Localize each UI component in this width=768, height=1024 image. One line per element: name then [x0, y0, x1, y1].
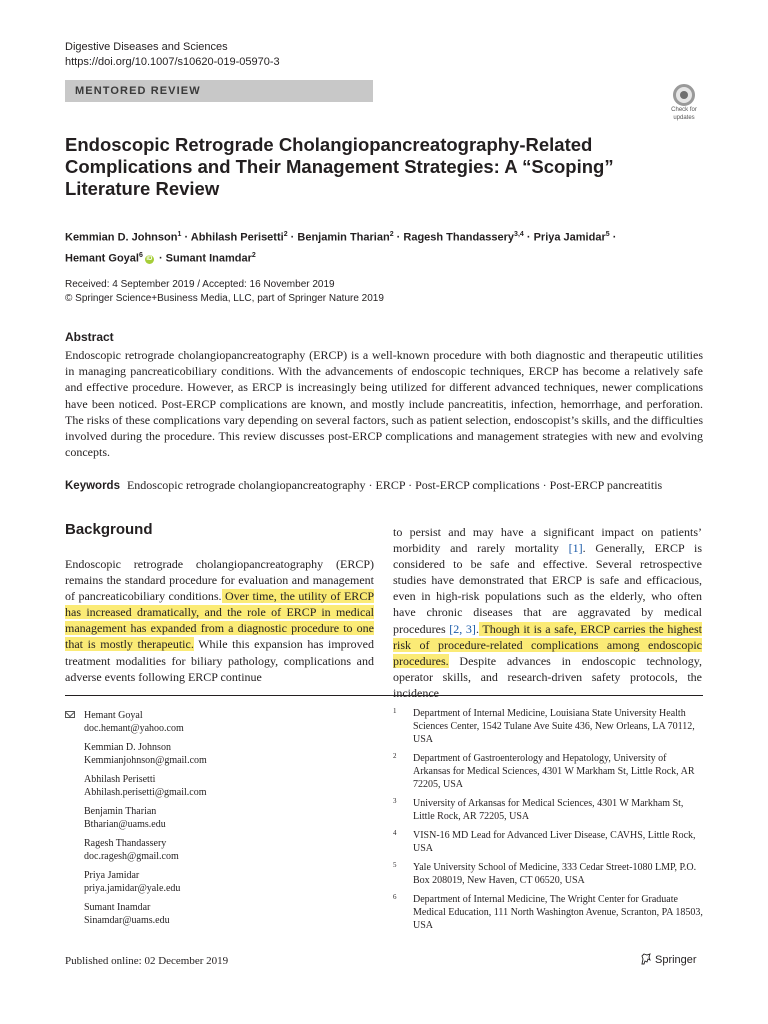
affiliation-text: Department of Internal Medicine, Louisiana State University Health Sciences Center, 1542 Tulane Ave Suite 436, New Orleans, LA 70112, USA	[413, 708, 695, 745]
copyright-line: © Springer Science+Business Media, LLC, part of Springer Nature 2019	[65, 293, 384, 304]
journal-name: Digestive Diseases and Sciences	[65, 41, 228, 53]
body-text: Endoscopic retrograde cholangiopancreatography (ERCP) remains the standard procedure for evaluation and management of pancreaticobiliary conditions.	[65, 557, 374, 604]
contact-entry	[65, 709, 365, 735]
affiliation-number: 4	[393, 829, 397, 837]
body-text: . Generally, ERCP is considered to be safe and effective. Several retrospective studies have demonstrated that ERCP is safe and efficacious, even in high-risk populations such as the elderly, who often have chronic diseases that are aggravated by medical procedures	[393, 541, 702, 636]
affiliation-item	[393, 861, 705, 887]
body-text: to persist and may have a significant impact on patients’ morbidity and rarely mortality	[393, 525, 702, 556]
author-affil-sup: 6	[138, 251, 143, 259]
background-heading: Background	[65, 521, 153, 538]
body-text: Despite advances in endoscopic technology, operator skills, and research-driven safety protocols, the incidence	[393, 653, 702, 700]
keywords-text: Endoscopic retrograde cholangiopancreatography · ERCP · Post-ERCP complications · Post-ERCP pancreatitis	[126, 478, 663, 492]
author-separator: ·	[158, 252, 163, 265]
author-affil-sup: 5	[605, 231, 610, 238]
springer-horse-icon	[640, 953, 652, 965]
paper-title: Endoscopic Retrograde Cholangiopancreatography-Related Complications and Their Management Strategies: A “Scoping” Literature Review	[65, 134, 614, 199]
highlighted-text[interactable]: Though it is a safe, ERCP carries the highest risk of procedure-related complications among endoscopic procedures.	[393, 621, 703, 668]
envelope-icon	[65, 711, 75, 718]
check-updates-line1: Check for	[671, 107, 697, 113]
contact-entry	[65, 773, 365, 799]
publisher-name: Springer	[655, 954, 697, 966]
corresponding-contacts	[65, 709, 365, 933]
citation-link[interactable]: [2, 3]	[449, 621, 476, 636]
affiliation-text: University of Arkansas for Medical Sciences, 4301 W Markham St, Little Rock, AR 72205, USA	[413, 798, 684, 822]
check-for-updates-button[interactable]	[664, 84, 704, 124]
doi-link[interactable]: https://doi.org/10.1007/s10620-019-05970-3	[65, 56, 280, 68]
highlighted-text[interactable]: Over time, the utility of ERCP has increased dramatically, and the role of ERCP in medical management has expanded from a diagnostic procedure to one that is mostly therapeutic.	[65, 589, 374, 652]
check-updates-icon	[673, 84, 695, 106]
affiliation-number: 2	[393, 752, 397, 760]
footnote-divider	[65, 695, 703, 696]
article-type-badge	[65, 80, 373, 102]
author-affil-sup: 1	[177, 231, 182, 238]
contact-name: Abhilash Perisetti	[84, 774, 156, 785]
background-column-2	[393, 524, 702, 701]
affiliation-number: 5	[393, 861, 397, 869]
article-dates	[65, 278, 384, 306]
contact-entry	[65, 869, 365, 895]
author-separator: ·	[526, 231, 531, 244]
affiliation-number: 3	[393, 797, 397, 805]
affiliation-text: Yale University School of Medicine, 333 Cedar Street-1080 LMP, P.O. Box 208019, New Haven, CT 06520, USA	[413, 862, 697, 886]
abstract-heading: Abstract	[65, 330, 114, 344]
author-name[interactable]: Kemmian D. Johnson	[65, 231, 178, 244]
keywords	[65, 477, 705, 494]
contact-entry	[65, 837, 365, 863]
author-name[interactable]: Sumant Inamdar	[165, 252, 252, 265]
abstract-text: Endoscopic retrograde cholangiopancreatography (ERCP) is a well-known procedure with both diagnostic and therapeutic utilities in managing pancreaticobiliary conditions. With the advancements of endoscopic techniques, ERCP has become a relatively safe and effective procedure. However, as ERCP is increasingly being utilized for different advanced techniques, newer complications have been noticed. Post-ERCP complications are known, and mostly include pancreatitis, infection, hemorrhage, and perforation. The risks of these complications vary depending on several factors, such as patient selection, endoscopist’s skills, and the difficulties involved during the procedure. This review discusses post-ERCP complications and management strategies with new and evolving concepts.	[65, 348, 703, 460]
author-affil-sup: 2	[283, 231, 288, 238]
contact-name: Sumant Inamdar	[84, 902, 151, 913]
orcid-icon[interactable]: iD	[146, 256, 153, 263]
contact-name: Ragesh Thandassery	[84, 838, 167, 849]
affiliation-text: Department of Internal Medicine, The Wright Center for Graduate Medical Education, 111 North Washington Avenue, Scranton, PA 18503, USA	[413, 894, 703, 931]
author-list	[65, 226, 705, 267]
author-name[interactable]: Ragesh Thandassery	[403, 231, 515, 244]
author-name[interactable]: Hemant Goyal	[65, 252, 139, 265]
contact-email[interactable]: doc.hemant@yahoo.com	[84, 723, 184, 734]
contact-email[interactable]: doc.ragesh@gmail.com	[84, 851, 179, 862]
affiliation-item	[393, 752, 705, 791]
author-name[interactable]: Abhilash Perisetti	[190, 231, 284, 244]
author-affil-sup: 3,4	[514, 231, 524, 238]
author-affil-sup: 2	[389, 231, 394, 238]
body-text: While this expansion has improved treatment modalities for biliary pathology, complications and adverse events following ERCP continue	[65, 637, 374, 684]
author-separator: ·	[612, 231, 617, 244]
contact-email[interactable]: Btharian@uams.edu	[84, 819, 166, 830]
affiliation-number: 1	[393, 707, 397, 715]
affiliation-number: 6	[393, 893, 397, 901]
contact-name: Hemant Goyal	[84, 710, 143, 721]
affiliation-item	[393, 893, 705, 932]
citation-link[interactable]: [1]	[568, 541, 583, 556]
contact-email[interactable]: Kemmianjohnson@gmail.com	[84, 755, 207, 766]
badge-label: MENTORED REVIEW	[75, 85, 201, 97]
contact-name: Kemmian D. Johnson	[84, 742, 171, 753]
background-column-1	[65, 556, 374, 685]
contact-entry	[65, 741, 365, 767]
author-name[interactable]: Benjamin Tharian	[297, 231, 390, 244]
published-online: Published online: 02 December 2019	[65, 955, 229, 967]
author-separator: ·	[184, 231, 189, 244]
author-separator: ·	[290, 231, 295, 244]
contact-name: Benjamin Tharian	[84, 806, 157, 817]
author-separator: ·	[396, 231, 401, 244]
author-affil-sup: 2	[251, 251, 256, 259]
contact-email[interactable]: priya.jamidar@yale.edu	[84, 883, 181, 894]
contact-name: Priya Jamidar	[84, 870, 140, 881]
publisher-logo	[640, 953, 697, 966]
journal-header	[65, 40, 280, 70]
contact-email[interactable]: Sinamdar@uams.edu	[84, 915, 170, 926]
received-accepted: Received: 4 September 2019 / Accepted: 16 November 2019	[65, 279, 335, 290]
keywords-label: Keywords	[65, 480, 120, 492]
affiliation-item	[393, 797, 705, 823]
affiliation-item	[393, 707, 705, 746]
contact-entry	[65, 901, 365, 927]
affiliations-list	[393, 707, 705, 938]
contact-entry	[65, 805, 365, 831]
contact-email[interactable]: Abhilash.perisetti@gmail.com	[84, 787, 207, 798]
check-updates-line2: updates	[673, 115, 695, 121]
affiliation-text: Department of Gastroenterology and Hepatology, University of Arkansas for Medical Sciences, 4301 W Markham St, Little Rock, AR 72205, USA	[413, 753, 695, 790]
affiliation-item	[393, 829, 705, 855]
affiliation-text: VISN-16 MD Lead for Advanced Liver Disease, CAVHS, Little Rock, USA	[413, 830, 696, 854]
author-name[interactable]: Priya Jamidar	[533, 231, 606, 244]
body-text: .	[475, 621, 479, 636]
